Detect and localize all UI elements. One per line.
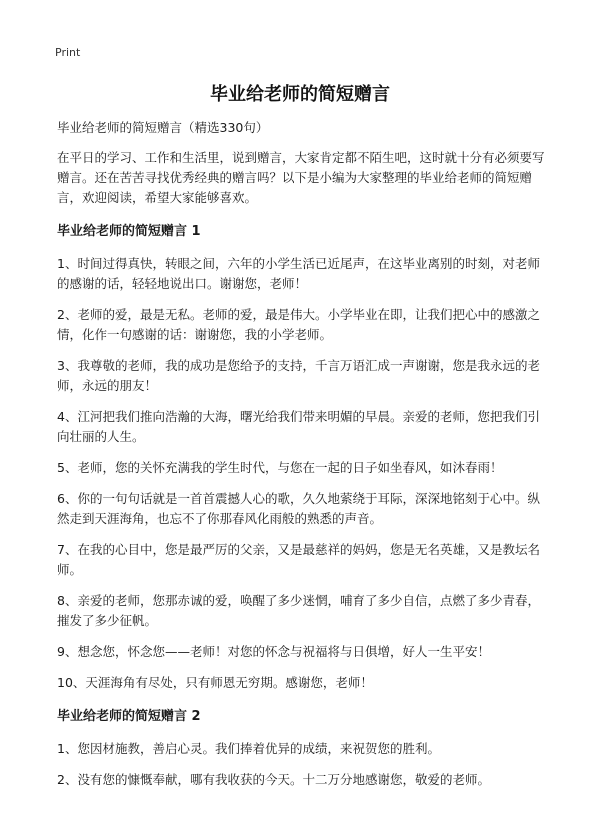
list-item: 10、天涯海角有尽处，只有师恩无穷期。感谢您，老师！ [57,675,373,690]
page-title: 毕业给老师的简短赠言 [210,84,390,105]
list-item: 6、你的一句句话就是一首首震撼人心的歌，久久地萦绕于耳际，深深地铭刻于心中。纵然走到天涯海角，也忘不了你那春风化雨般的熟悉的声音。 [57,491,540,526]
document-body [57,118,547,801]
list-item: 8、亲爱的老师，您那赤诚的爱，唤醒了多少迷惘，哺育了多少自信，点燃了多少青春，摧发了多少征帆。 [57,593,540,628]
section-heading: 毕业给老师的简短赠言 1 [57,224,201,239]
print-link[interactable]: Print [55,46,81,59]
section-2 [57,707,547,790]
document-subtitle: 毕业给老师的简短赠言（精选330句） [57,120,269,135]
section-1 [57,222,547,693]
list-item: 7、在我的心目中，您是最严厉的父亲，又是最慈祥的妈妈，您是无名英雄，又是教坛名师。 [57,542,540,577]
list-item: 2、老师的爱，最是无私。老师的爱，最是伟大。小学毕业在即，让我们把心中的感激之情，化作一句感谢的话：谢谢您，我的小学老师。 [57,307,540,342]
list-item: 5、老师，您的关怀充满我的学生时代，与您在一起的日子如坐春风，如沐春雨！ [57,460,503,475]
list-item: 1、您因材施教，善启心灵。我们捧着优异的成绩，来祝贺您的胜利。 [57,741,440,756]
list-item: 9、想念您，怀念您——老师！对您的怀念与祝福将与日俱增，好人一生平安！ [57,644,490,659]
section-heading: 毕业给老师的简短赠言 2 [57,709,201,724]
list-item: 4、江河把我们推向浩瀚的大海，曙光给我们带来明媚的早晨。亲爱的老师，您把我们引向壮丽的人生。 [57,409,540,444]
list-item: 2、没有您的慷慨奉献，哪有我收获的今天。十二万分地感谢您，敬爱的老师。 [57,772,490,787]
list-item: 3、我尊敬的老师，我的成功是您给予的支持，千言万语汇成一声谢谢，您是我永远的老师，永远的朋友！ [57,358,540,393]
intro-paragraph: 在平日的学习、工作和生活里，说到赠言，大家肯定都不陌生吧，这时就十分有必须要写赠言。还在苦苦寻找优秀经典的赠言吗？以下是小编为大家整理的毕业给老师的简短赠言，欢迎阅读，希望大家能够喜欢。 [57,150,545,205]
list-item: 1、时间过得真快，转眼之间，六年的小学生活已近尾声，在这毕业离别的时刻，对老师的感谢的话，轻轻地说出口。谢谢您，老师！ [57,256,540,291]
